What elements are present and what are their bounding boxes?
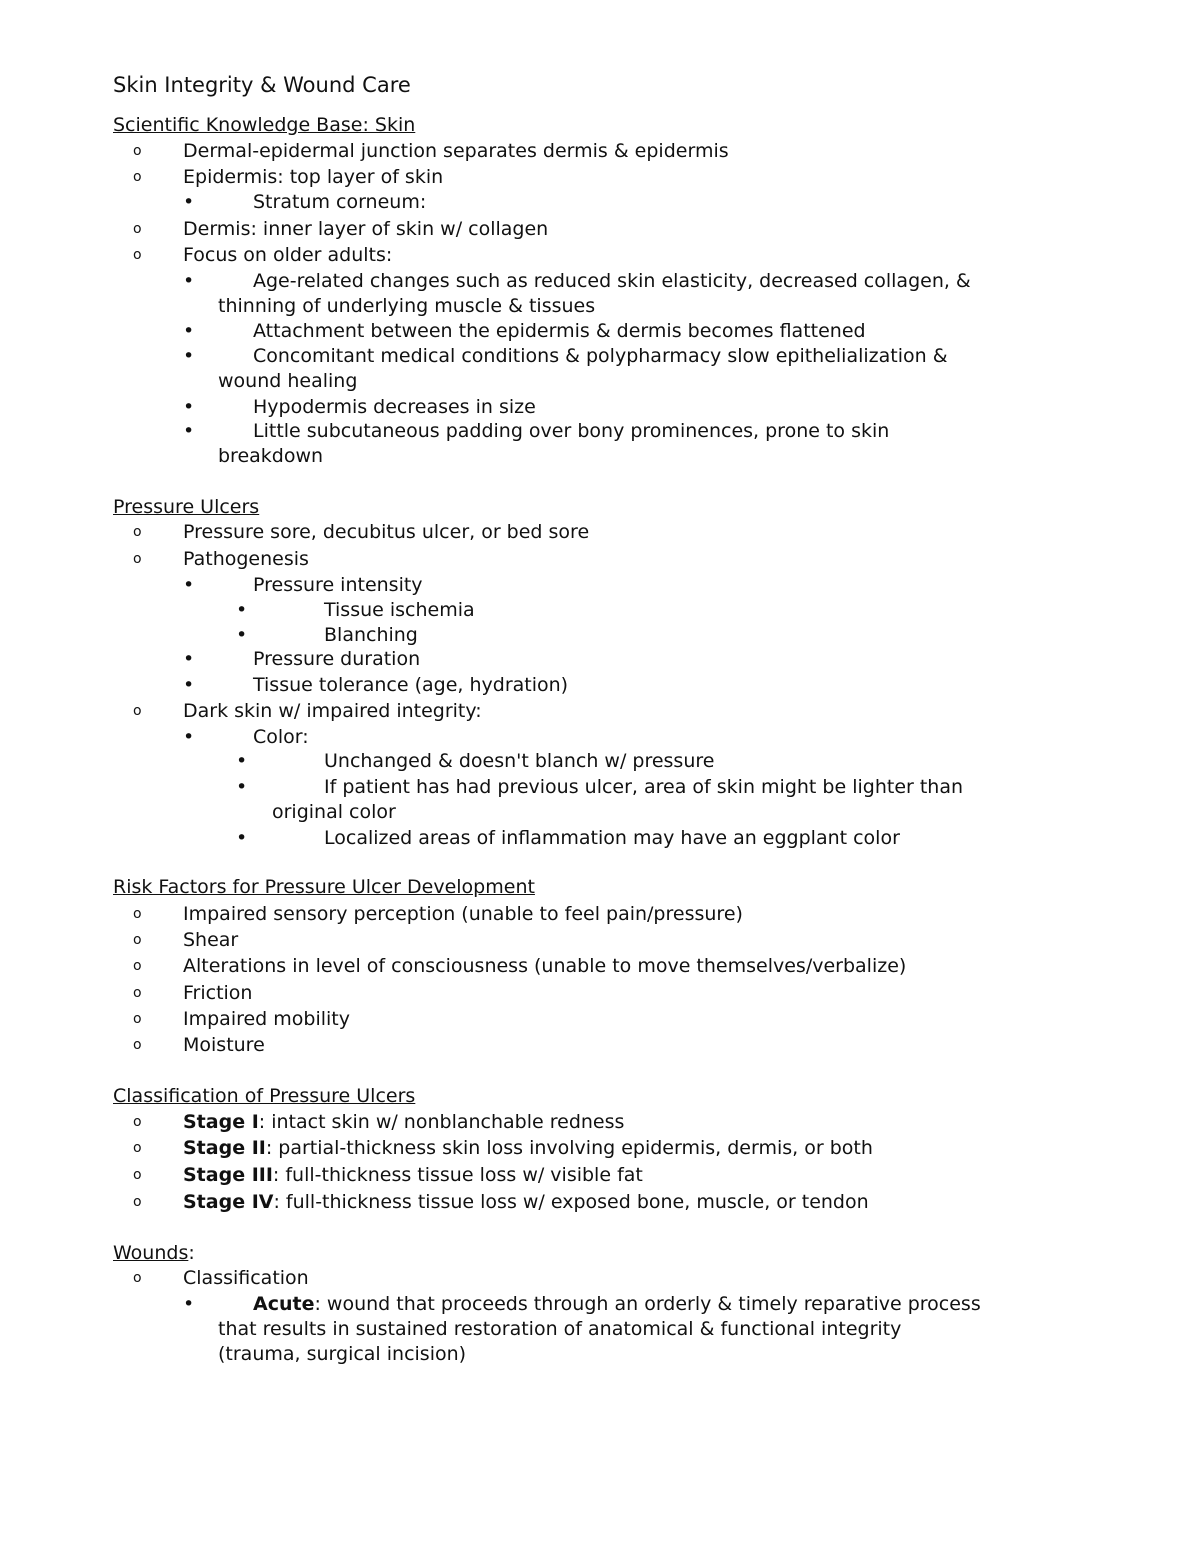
list-item-text: Little subcutaneous padding over bony prominences, prone to skin bbox=[253, 420, 890, 442]
bullet-icon: • bbox=[183, 396, 195, 418]
list-item-text: Age-related changes such as reduced skin elasticity, decreased collagen, & bbox=[253, 270, 971, 292]
stage-label: Stage II bbox=[183, 1137, 266, 1159]
bullet-icon: • bbox=[183, 191, 195, 213]
list-item-text: Concomitant medical conditions & polypharmacy slow epithelialization & bbox=[253, 345, 948, 367]
list-item-text: Classification bbox=[183, 1267, 309, 1289]
bullet-icon: • bbox=[236, 776, 248, 798]
circle-bullet-icon: o bbox=[133, 524, 142, 540]
bullet-icon: • bbox=[183, 674, 195, 696]
list-item-text-continued: that results in sustained restoration of anatomical & functional integrity bbox=[218, 1318, 902, 1340]
list-item-text: Dermis: inner layer of skin w/ collagen bbox=[183, 218, 549, 240]
bullet-icon: • bbox=[183, 726, 195, 748]
circle-bullet-icon: o bbox=[133, 551, 142, 567]
list-item-text: Stratum corneum: bbox=[253, 191, 427, 213]
bullet-icon: • bbox=[236, 827, 248, 849]
stage-label: Stage IV bbox=[183, 1191, 274, 1213]
section-heading-wounds-line bbox=[113, 1241, 195, 1266]
section-heading-wounds: Wounds bbox=[113, 1242, 189, 1264]
stage-description: : full-thickness tissue loss w/ exposed bone, muscle, or tendon bbox=[273, 1191, 869, 1213]
circle-bullet-icon: o bbox=[133, 1270, 142, 1286]
stage-description: : partial-thickness skin loss involving epidermis, dermis, or both bbox=[265, 1137, 873, 1159]
list-item-text: Unchanged & doesn't blanch w/ pressure bbox=[324, 750, 715, 772]
list-item-text: Attachment between the epidermis & dermis becomes flattened bbox=[253, 320, 866, 342]
list-item-text: Pressure sore, decubitus ulcer, or bed sore bbox=[183, 521, 590, 543]
list-item-text: Alterations in level of consciousness (unable to move themselves/verbalize) bbox=[183, 955, 907, 977]
list-item-text: Epidermis: top layer of skin bbox=[183, 166, 444, 188]
circle-bullet-icon: o bbox=[133, 958, 142, 974]
circle-bullet-icon: o bbox=[133, 906, 142, 922]
list-item-text: Tissue tolerance (age, hydration) bbox=[253, 674, 569, 696]
list-item-text-continued: thinning of underlying muscle & tissues bbox=[218, 295, 596, 317]
section-heading-risk-factors: Risk Factors for Pressure Ulcer Development bbox=[113, 876, 535, 898]
list-item-text-continued: wound healing bbox=[218, 370, 358, 392]
stage-description: : intact skin w/ nonblanchable redness bbox=[258, 1111, 625, 1133]
circle-bullet-icon: o bbox=[133, 221, 142, 237]
stage-description: : full-thickness tissue loss w/ visible fat bbox=[272, 1164, 643, 1186]
bullet-icon: • bbox=[183, 320, 195, 342]
list-item-text: Friction bbox=[183, 982, 253, 1004]
circle-bullet-icon: o bbox=[133, 1140, 142, 1156]
list-item-text: Hypodermis decreases in size bbox=[253, 396, 536, 418]
bullet-icon: • bbox=[236, 750, 248, 772]
list-item-text: If patient has had previous ulcer, area of skin might be lighter than bbox=[324, 776, 964, 798]
bullet-icon: • bbox=[183, 648, 195, 670]
section-heading-classification: Classification of Pressure Ulcers bbox=[113, 1085, 416, 1107]
stage-label: Stage III bbox=[183, 1164, 273, 1186]
circle-bullet-icon: o bbox=[133, 1114, 142, 1130]
stage-label: Stage I bbox=[183, 1111, 259, 1133]
acute-label: Acute bbox=[253, 1293, 315, 1315]
bullet-icon: • bbox=[236, 624, 248, 646]
circle-bullet-icon: o bbox=[133, 932, 142, 948]
circle-bullet-icon: o bbox=[133, 1194, 142, 1210]
list-item-text bbox=[183, 1190, 869, 1215]
circle-bullet-icon: o bbox=[133, 703, 142, 719]
list-item-text bbox=[183, 1110, 624, 1135]
circle-bullet-icon: o bbox=[133, 985, 142, 1001]
bullet-icon: • bbox=[183, 345, 195, 367]
bullet-icon: • bbox=[183, 270, 195, 292]
list-item-text-continued: (trauma, surgical incision) bbox=[218, 1343, 467, 1365]
circle-bullet-icon: o bbox=[133, 169, 142, 185]
list-item-text: Pressure duration bbox=[253, 648, 421, 670]
bullet-icon: • bbox=[236, 599, 248, 621]
document-title: Skin Integrity & Wound Care bbox=[113, 73, 411, 97]
list-item-text: Localized areas of inflammation may have an eggplant color bbox=[324, 827, 900, 849]
list-item-text: Shear bbox=[183, 929, 239, 951]
circle-bullet-icon: o bbox=[133, 1037, 142, 1053]
circle-bullet-icon: o bbox=[133, 1167, 142, 1183]
list-item-text bbox=[183, 1163, 643, 1188]
list-item-text bbox=[253, 1292, 981, 1317]
acute-description: : wound that proceeds through an orderly & timely reparative process bbox=[314, 1293, 981, 1315]
list-item-text: Impaired sensory perception (unable to feel pain/pressure) bbox=[183, 903, 743, 925]
bullet-icon: • bbox=[183, 574, 195, 596]
circle-bullet-icon: o bbox=[133, 1011, 142, 1027]
list-item-text: Dermal-epidermal junction separates dermis & epidermis bbox=[183, 140, 729, 162]
list-item-text: Pathogenesis bbox=[183, 548, 309, 570]
list-item-text: Focus on older adults: bbox=[183, 244, 393, 266]
section-heading-colon: : bbox=[188, 1242, 195, 1264]
list-item-text-continued: original color bbox=[272, 801, 396, 823]
section-heading-skin: Scientific Knowledge Base: Skin bbox=[113, 114, 416, 136]
list-item-text: Blanching bbox=[324, 624, 418, 646]
list-item-text: Color: bbox=[253, 726, 309, 748]
list-item-text: Moisture bbox=[183, 1034, 265, 1056]
list-item-text: Dark skin w/ impaired integrity: bbox=[183, 700, 482, 722]
bullet-icon: • bbox=[183, 420, 195, 442]
circle-bullet-icon: o bbox=[133, 247, 142, 263]
list-item-text: Tissue ischemia bbox=[324, 599, 475, 621]
list-item-text: Pressure intensity bbox=[253, 574, 423, 596]
bullet-icon: • bbox=[183, 1293, 195, 1315]
circle-bullet-icon: o bbox=[133, 143, 142, 159]
section-heading-pressure-ulcers: Pressure Ulcers bbox=[113, 496, 260, 518]
list-item-text: Impaired mobility bbox=[183, 1008, 351, 1030]
list-item-text bbox=[183, 1136, 873, 1161]
list-item-text-continued: breakdown bbox=[218, 445, 324, 467]
